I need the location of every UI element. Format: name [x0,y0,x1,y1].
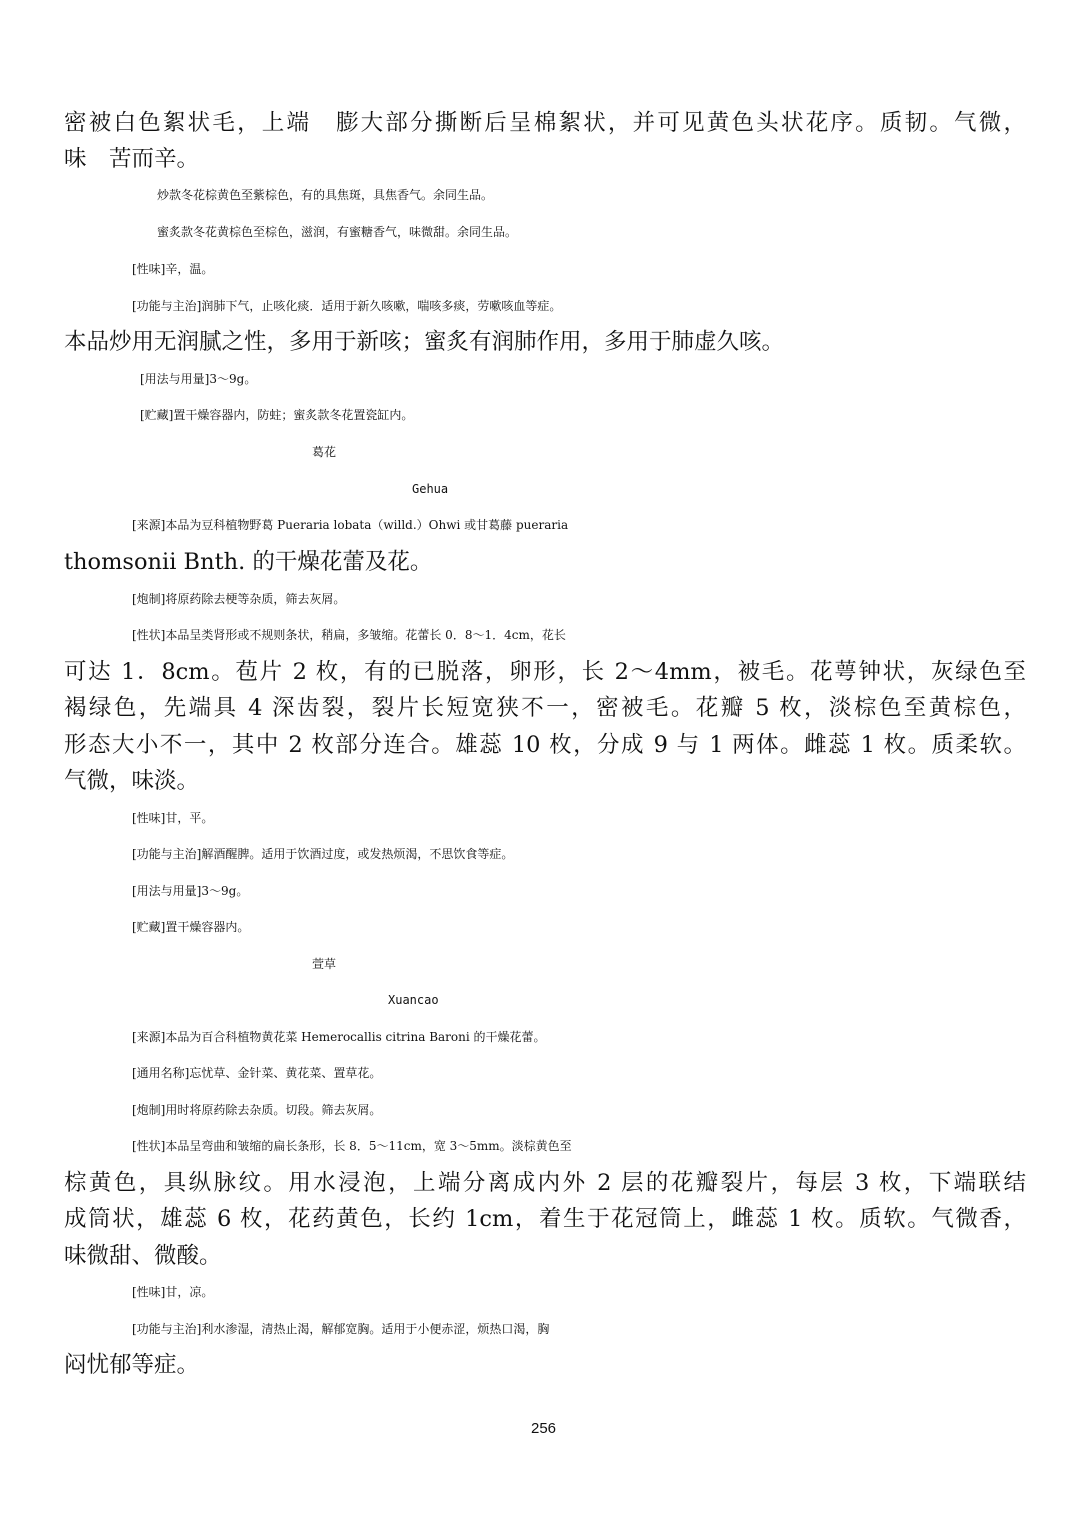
text-line: 密被白色絮状毛，上端 膨大部分撕断后呈棉絮状，并可见黄色头状花序。质韧。气微， [64,110,1026,136]
text-line: 成筒状，雄蕊 6 枚，花药黄色，长约 1cm，着生于花冠筒上，雌蕊 1 枚。质软。气微香， [64,1206,1026,1232]
section-line: [性味]辛，温。 [132,262,214,276]
section-line: [炮制]用时将原药除去杂质。切段。筛去灰屑。 [132,1103,382,1117]
text-line: 可达 1．8cm。苞片 2 枚，有的已脱落，卵形，长 2～4mm，被毛。花萼钟状，灰绿色至 [64,659,1026,685]
text-line: 味微甜、微酸。 [64,1243,222,1269]
section-line: [功能与主治]润肺下气，止咳化痰．适用于新久咳嗽，喘咳多痰，劳嗽咳血等症。 [132,299,562,313]
entry-title: 葛花 [312,445,337,459]
section-line: [性状]本品呈弯曲和皱缩的扁长条形，长 8．5～11cm，宽 3～5mm。淡棕黄色至 [132,1139,572,1153]
text-line: 闷忧郁等症。 [64,1352,200,1378]
section-line: [性味]甘，凉。 [132,1285,214,1299]
section-line: [通用名称]忘忧草、金针菜、黄花菜、置草花。 [132,1066,382,1080]
text-line: 蜜炙款冬花黄棕色至棕色，滋润，有蜜糖香气，味微甜。余同生品。 [157,225,518,239]
text-line: thomsonii Bnth. 的干燥花蕾及花。 [64,549,433,575]
section-line: [功能与主治]利水渗湿，清热止渴，解郁宽胸。适用于小便赤涩，烦热口渴，胸 [132,1322,550,1336]
section-line: [炮制]将原药除去梗等杂质，筛去灰屑。 [132,592,346,606]
text-line: 棕黄色，具纵脉纹。用水浸泡，上端分离成内外 2 层的花瓣裂片，每层 3 枚，下端联结 [64,1170,1026,1196]
entry-pinyin: Gehua [412,482,449,496]
section-line: [贮藏]置干燥容器内，防蛀；蜜炙款冬花置瓷缸内。 [140,408,414,422]
section-line: [用法与用量]3～9g。 [140,372,257,386]
text-line: 褐绿色，先端具 4 深齿裂，裂片长短宽狭不一，密被毛。花瓣 5 枚，淡棕色至黄棕色， [64,695,1026,721]
text-line: 炒款冬花棕黄色至紫棕色，有的具焦斑，具焦香气。余同生品。 [157,188,494,202]
page-number: 256 [530,1420,557,1437]
section-line: [用法与用量]3～9g。 [132,884,249,898]
entry-pinyin: Xuancao [388,993,439,1007]
section-line: [来源]本品为百合科植物黄花菜 Hemerocallis citrina Baroni 的干燥花蕾。 [132,1030,546,1044]
text-line: 本品炒用无润腻之性，多用于新咳；蜜炙有润肺作用，多用于肺虚久咳。 [64,329,785,355]
text-line: 气微，味淡。 [64,768,200,794]
text-line: 形态大小不一，其中 2 枚部分连合。雄蕊 10 枚，分成 9 与 1 两体。雌蕊 1 枚。质柔软。 [64,732,1026,758]
section-line: [来源]本品为豆科植物野葛 Pueraria lobata（willd.）Ohwi 或甘葛藤 pueraria [132,518,569,532]
text-line: 味 苦而辛。 [64,146,200,172]
section-line: [性状]本品呈类肾形或不规则条状，稍扁，多皱缩。花蕾长 0．8～1．4cm，花长 [132,628,566,642]
section-line: [贮藏]置干燥容器内。 [132,920,250,934]
section-line: [功能与主治]解酒醒脾。适用于饮酒过度，或发热烦渴，不思饮食等症。 [132,847,514,861]
entry-title: 萱草 [312,957,337,971]
section-line: [性味]甘，平。 [132,811,214,825]
